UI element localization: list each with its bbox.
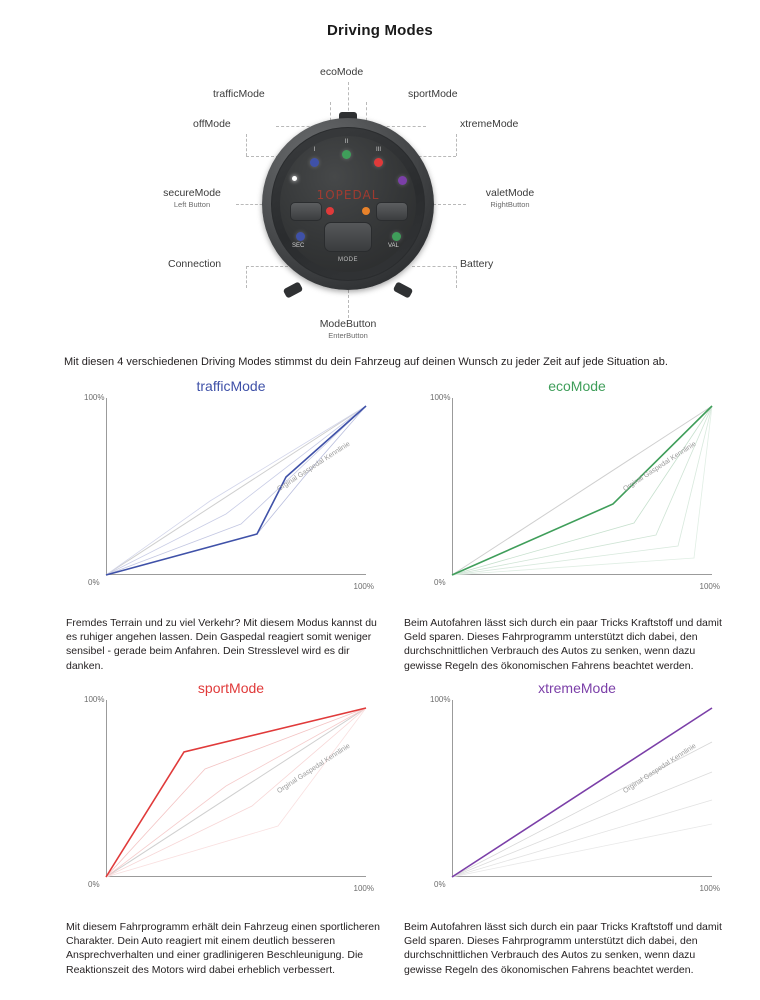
led-label-3: III <box>375 147 382 153</box>
device-bottom-left-tab <box>283 281 304 298</box>
xtick-100-ecomode: 100% <box>699 582 720 591</box>
chart-svg-sportmode <box>84 700 374 895</box>
chart-caption-sportmode: Mit diesem Fahrprogramm erhält dein Fahrzeug einen sportlicheren Charakter. Dein Auto reagiert mit einem deutlich besseren Ansprechverhalten und einer gradlinigeren Beschleunigung. Die Reaktionszeit des Motors wird dabei erheblich verbessert. <box>66 921 380 976</box>
mode-button[interactable] <box>324 222 372 252</box>
xtick-100-xtrememode: 100% <box>699 884 720 893</box>
diagonal-label-trafficmode: Orginal Gaspedal Kennlinie <box>276 440 352 493</box>
right-button[interactable] <box>376 202 408 221</box>
device-face <box>280 136 416 272</box>
chart-caption-ecomode: Beim Autofahren lässt sich durch ein paar Tricks Kraftstoff und damit Geld sparen. Dieses Fahrprogramm unterstützt dich dabei, den durchschnittlichen Verbrauch des Autos zu senken, wenn dazu gewisse Regeln des ökonomischen Fahrens beachtet werden. <box>404 617 722 672</box>
xtick-100-trafficmode: 100% <box>353 582 374 591</box>
device-brand: 1OPEDAL <box>316 188 380 202</box>
val-label: VAL <box>388 243 399 249</box>
leader-xtreme-v <box>456 134 457 156</box>
chart-caption-xtrememode: Beim Autofahren lässt sich durch ein paar Tricks Kraftstoff und damit Geld sparen. Dieses Fahrprogramm unterstützt dich dabei, den durchschnittlichen Verbrauch des Autos zu senken, wenn dazu gewisse Regeln des ökonomischen Fahrens beachtet werden. <box>404 921 722 976</box>
leader-modebutton <box>348 290 349 318</box>
callout-connection: Connection <box>168 258 222 270</box>
pedal-box-device <box>262 118 434 290</box>
diagonal-label-xtrememode: Orginal Gaspedal Kennlinie <box>622 742 698 795</box>
callout-securemode-label: secureMode <box>163 187 221 199</box>
callout-valetmode-label: valetMode <box>485 187 535 199</box>
led-label-1: I <box>313 147 316 153</box>
callout-valetmode <box>468 187 552 209</box>
chart-plot-ecomode <box>430 393 720 593</box>
val-led-icon <box>392 232 401 241</box>
callout-modebutton <box>305 318 391 340</box>
chart-plot-trafficmode <box>84 393 374 593</box>
led-off-icon <box>292 176 297 181</box>
sec-led-icon <box>296 232 305 241</box>
led-sport-icon <box>374 147 383 167</box>
sec-label: SEC <box>292 243 305 249</box>
chart-title-trafficmode: trafficMode <box>196 378 266 394</box>
ytick-0-ecomode: 0% <box>434 578 446 587</box>
led-traffic-icon <box>310 147 319 167</box>
right-indicator-icon <box>362 207 370 215</box>
leader-off-v <box>246 134 247 156</box>
ytick-100-ecomode: 100% <box>430 393 451 402</box>
ytick-0-sportmode: 0% <box>88 880 100 889</box>
callout-battery: Battery <box>460 258 494 270</box>
led-xtreme-icon <box>398 176 407 185</box>
callout-valetmode-sub: RightButton <box>490 200 530 209</box>
chart-caption-trafficmode: Fremdes Terrain und zu viel Verkehr? Mit diesem Modus kannst du es ruhiger angehen lassen. Dein Gaspedal reagiert somit weniger sensibel - gerade beim Anfahren. Dein Stresslevel wird es dir danken. <box>66 617 377 672</box>
intro-text: Mit diesen 4 verschiedenen Driving Modes stimmst du dein Fahrzeug auf deinen Wunsch zu jeder Zeit auf jede Situation ab. <box>64 356 668 368</box>
callout-offmode: offMode <box>193 118 231 130</box>
chart-title-sportmode: sportMode <box>197 680 265 696</box>
callout-ecomode: ecoMode <box>320 66 364 78</box>
left-indicator-icon <box>326 207 334 215</box>
diagonal-label-sportmode: Orginal Gaspedal Kennlinie <box>276 742 352 795</box>
chart-title-ecomode: ecoMode <box>548 378 606 394</box>
chart-svg-trafficmode <box>84 398 374 593</box>
ytick-0-xtrememode: 0% <box>434 880 446 889</box>
callout-trafficmode: trafficMode <box>213 88 265 100</box>
xtick-100-sportmode: 100% <box>353 884 374 893</box>
mode-button-label: MODE <box>338 257 358 263</box>
device-bottom-right-tab <box>393 281 414 298</box>
leader-connection-v <box>246 266 247 288</box>
left-button[interactable] <box>290 202 322 221</box>
callout-sportmode: sportMode <box>408 88 458 100</box>
ytick-100-sportmode: 100% <box>84 695 105 704</box>
callout-modebutton-label: ModeButton <box>319 318 377 330</box>
led-eco-icon <box>342 139 351 159</box>
chart-svg-xtrememode <box>430 700 720 895</box>
ytick-0-trafficmode: 0% <box>88 578 100 587</box>
ytick-100-trafficmode: 100% <box>84 393 105 402</box>
leader-battery-v <box>456 266 457 288</box>
chart-plot-sportmode <box>84 695 374 895</box>
diagonal-label-ecomode: Orginal Gaspedal Kennlinie <box>622 440 698 493</box>
chart-title-xtrememode: xtremeMode <box>538 680 616 696</box>
led-label-2: II <box>344 139 349 145</box>
page-title: Driving Modes <box>327 22 433 39</box>
ytick-100-xtrememode: 100% <box>430 695 451 704</box>
chart-svg-ecomode <box>430 398 720 593</box>
callout-modebutton-sub: EnterButton <box>328 331 368 340</box>
callout-xtrememode: xtremeMode <box>460 118 519 130</box>
chart-plot-xtrememode <box>430 695 720 895</box>
callout-securemode <box>148 187 236 209</box>
device-diagram <box>150 56 620 346</box>
callout-securemode-sub: Left Button <box>173 200 211 209</box>
